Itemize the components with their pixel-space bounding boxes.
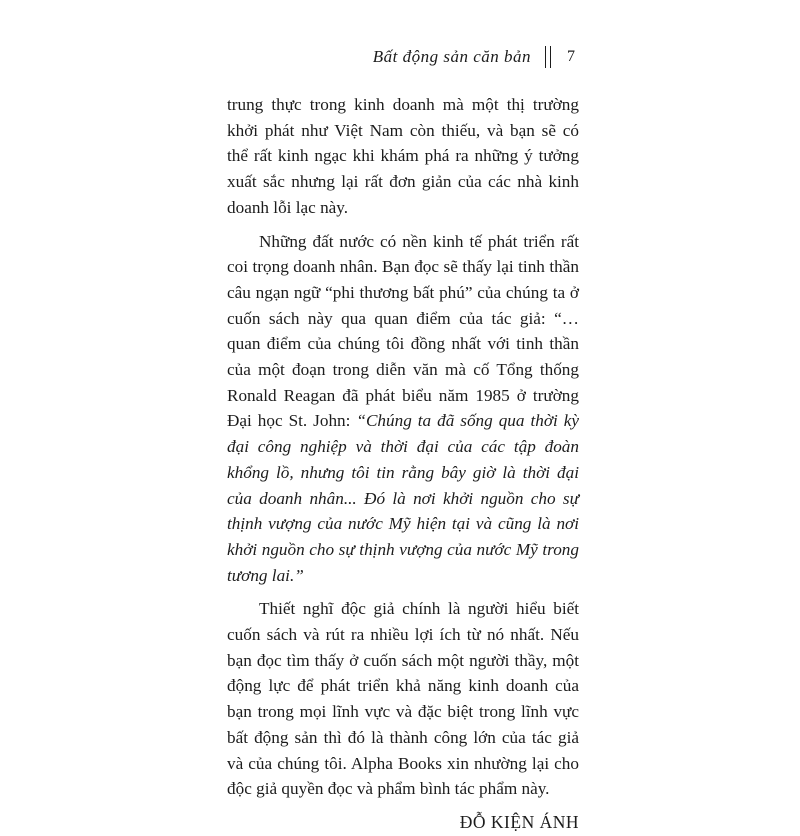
author-signature: ĐỖ KIỆN ÁNH bbox=[459, 811, 579, 832]
running-header bbox=[373, 44, 575, 70]
paragraph-continued: trung thực trong kinh doanh mà một thị trường khởi phát như Việt Nam còn thiếu, và bạn sẽ có thể rất kinh ngạc khi khám phá ra những ý tưởng xuất sắc nhưng lại rất đơn giản của các nhà kinh doanh lỗi lạc này. bbox=[227, 95, 579, 217]
reagan-quote: “Chúng ta đã sống qua thời kỳ đại công nghiệp và thời đại của các tập đoàn khổng lồ, nhưng tôi tin rằng bây giờ là thời đại của doanh nhân... Đó là nơi khởi nguồn cho sự thịnh vượng của nước Mỹ hiện tại và cũng là nơi khởi nguồn cho sự thịnh vượng của nước Mỹ trong tương lai.” bbox=[227, 411, 580, 585]
running-header-title: Bất động sản căn bản bbox=[372, 47, 531, 66]
paragraph-entrepreneurs bbox=[227, 229, 579, 589]
header-divider bbox=[545, 46, 551, 68]
body-text bbox=[227, 92, 579, 836]
paragraph-closing: Thiết nghĩ độc giả chính là người hiểu biết cuốn sách và rút ra nhiều lợi ích từ nó nhất. Nếu bạn đọc tìm thấy ở cuốn sách một người thầy, một động lực để phát triển khả năng kinh doanh của bạn trong mọi lĩnh vực và đặc biệt trong lĩnh vực bất động sản thì đó là thành công lớn của tác giả và của chúng tôi. Alpha Books xin nhường lại cho độc giả quyền đọc và phẩm bình tác phẩm này. bbox=[227, 599, 579, 799]
page-number: 7 bbox=[567, 48, 575, 65]
paragraph-entrepreneurs-intro: Những đất nước có nền kinh tế phát triển rất coi trọng doanh nhân. Bạn đọc sẽ thấy lại tinh thần câu ngạn ngữ “phi thương bất phú” của chúng ta ở cuốn sách này qua quan điểm của tác giả: “… quan điểm của chúng tôi đồng nhất với tinh thần của một đoạn trong diễn văn mà cố Tổng thống Ronald Reagan đã phát biểu năm 1985 ở trường Đại học St. John: bbox=[227, 231, 579, 431]
